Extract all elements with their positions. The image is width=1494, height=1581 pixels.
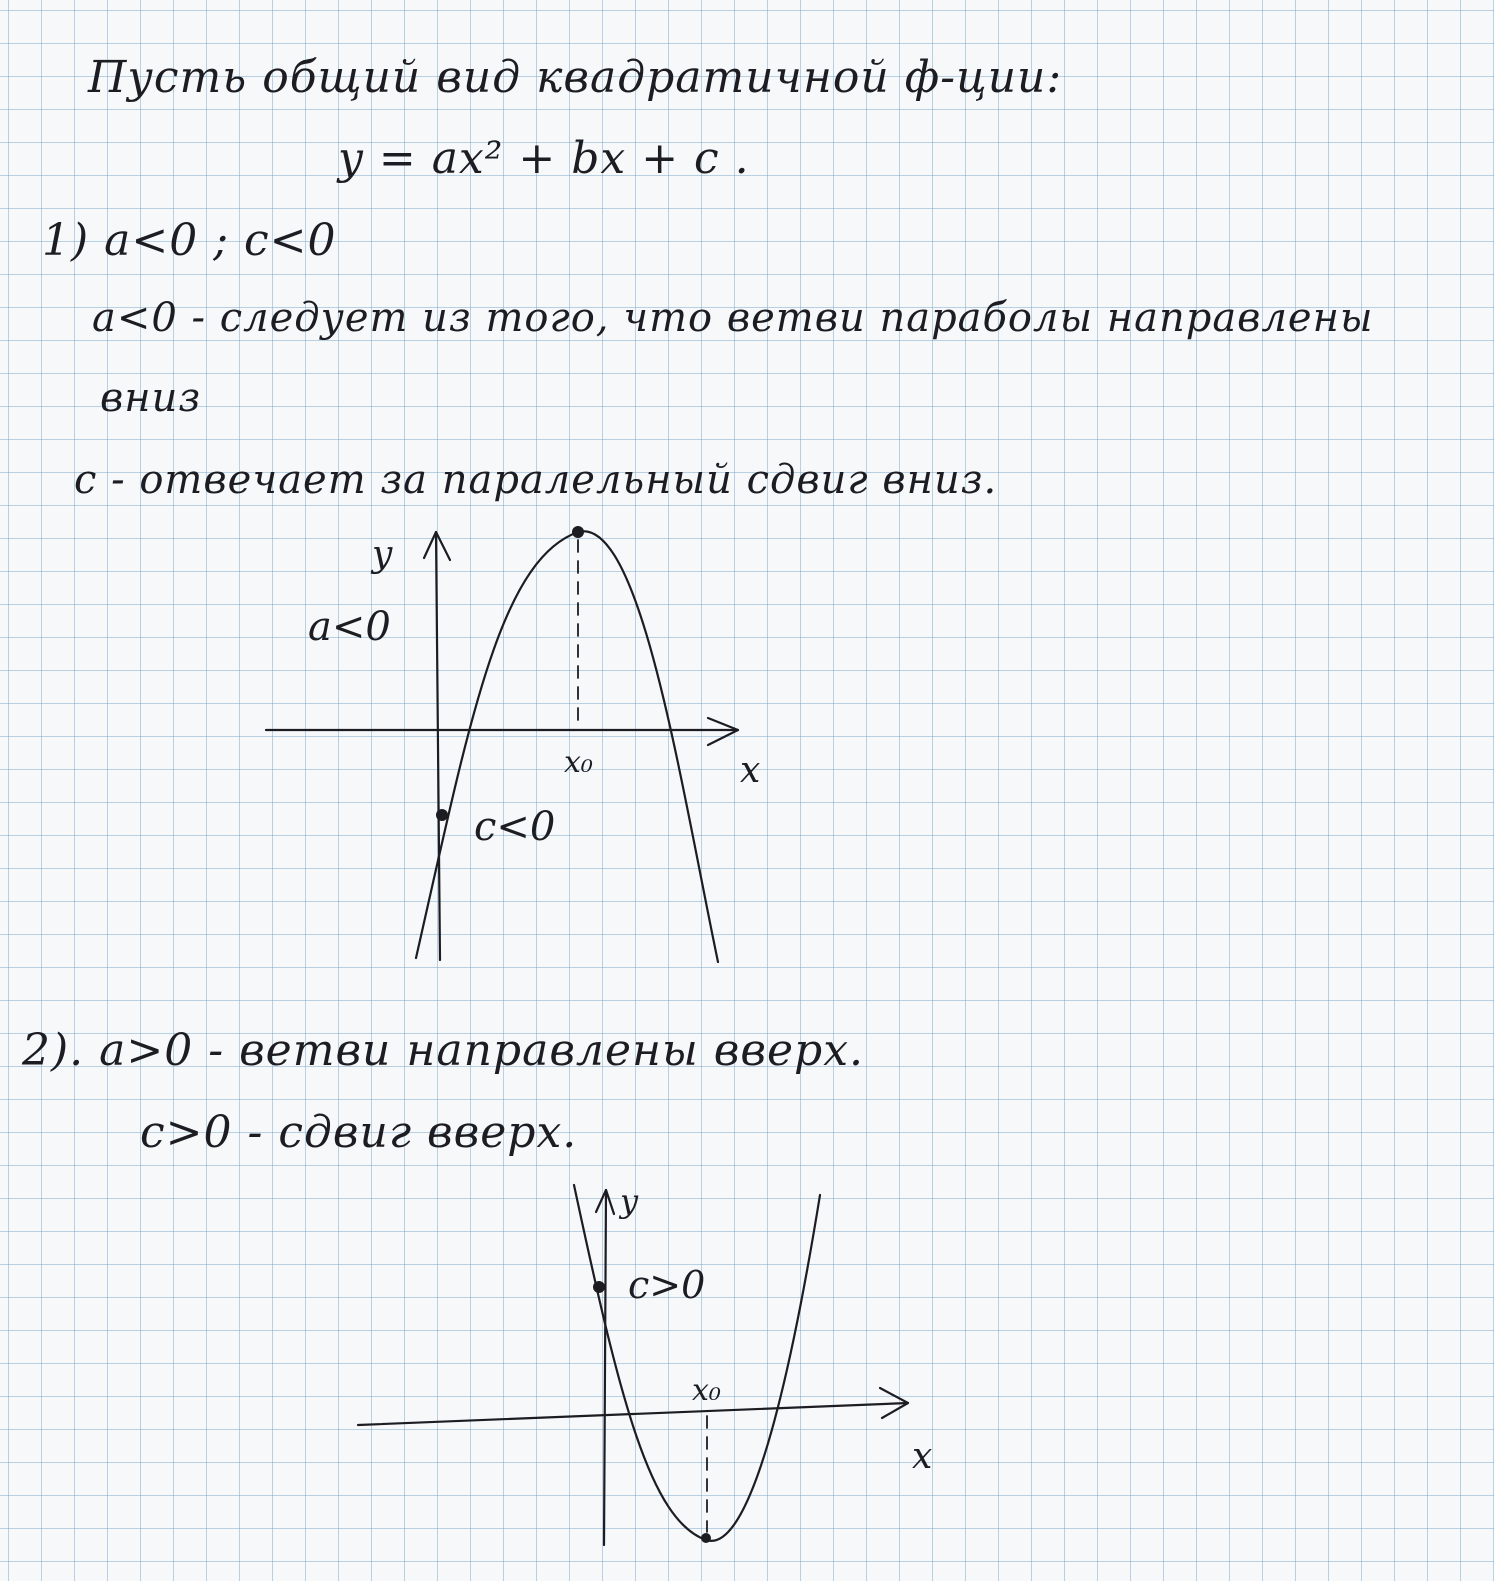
general-formula: y = ax² + bx + c . bbox=[338, 133, 750, 184]
graph2-x0-label: x₀ bbox=[692, 1373, 721, 1408]
graph2-vertex-point bbox=[701, 1533, 711, 1543]
graph2-parabola-curve bbox=[574, 1185, 820, 1541]
case2-line2: c>0 - сдвиг вверх. bbox=[140, 1107, 578, 1158]
case1-explanation-line3: c - отвечает за паралельный сдвиг вниз. bbox=[74, 457, 998, 503]
graph2-x-label: x bbox=[912, 1436, 933, 1477]
graph1-x0-label: x₀ bbox=[564, 745, 593, 780]
graph2-y-intercept-point bbox=[593, 1281, 605, 1293]
graph2-y-label: y bbox=[620, 1182, 639, 1220]
case1-heading: 1) a<0 ; c<0 bbox=[42, 215, 337, 266]
graph2-y-axis bbox=[604, 1190, 606, 1545]
graph2-x-axis bbox=[358, 1403, 908, 1425]
graph1-x-label: x bbox=[740, 750, 761, 791]
graph2-c-label: c>0 bbox=[628, 1263, 706, 1307]
graph1-a-label: a<0 bbox=[308, 604, 391, 650]
case2-line1: 2). a>0 - ветви направлены вверх. bbox=[22, 1025, 865, 1076]
graph1-y-label: y bbox=[372, 534, 393, 575]
case1-explanation-line2: вниз bbox=[100, 375, 202, 421]
graph1-c-label: c<0 bbox=[474, 804, 556, 850]
case1-explanation-line1: a<0 - следует из того, что ветви параболы направлены bbox=[92, 295, 1374, 341]
intro-line: Пусть общий вид квадратичной ф-ции: bbox=[88, 52, 1063, 103]
